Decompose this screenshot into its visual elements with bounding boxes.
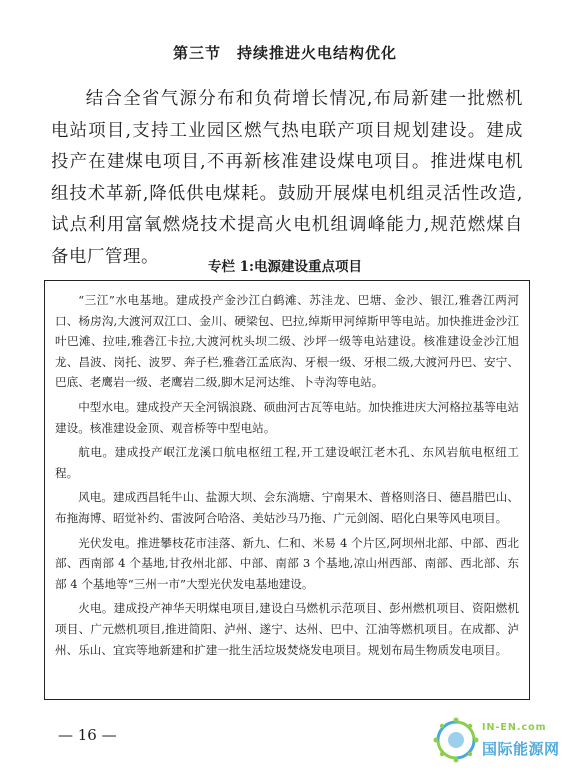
box-item-wind-power: 风电。建成西昌牦牛山、盐源大坝、会东淌塘、宁南果木、普格则洛日、德昌腊巴山、布拖海博、昭觉补约、雷波阿合哈洛、美姑沙马乃拖、广元剑阁、昭化白果等风电项目。 <box>55 490 519 525</box>
watermark <box>430 712 565 768</box>
watermark-site-text: IN-EN.com <box>482 722 547 733</box>
body-paragraph: 结合全省气源分布和负荷增长情况,布局新建一批燃机电站项目,支持工业园区燃气热电联产项目规划建设。建成投产在建煤电项目,不再新核准建设煤电项目。推进煤电机组技术革新,降低供电煤耗。鼓励开展煤电机组灵活性改造,试点利用富氧燃烧技术提高火电机组调峰能力,规范燃煤自备电厂管理。 <box>51 89 523 267</box>
box-item-hydropower-base: “三江”水电基地。建成投产金沙江白鹤滩、苏洼龙、巴塘、金沙、银江,雅砻江两河口、杨房沟,大渡河双江口、金川、硬梁包、巴拉,绰斯甲河绰斯甲等电站。加快推进金沙江叶巴滩、拉哇,雅砻江卡拉,大渡河枕头坝二级、沙坪一级等电站建设。核准建设金沙江旭龙、昌波、岗托、波罗、奔子栏,雅砻江孟底沟、牙根一级、牙根二级,大渡河丹巴、安宁、巴底、老鹰岩一级、老鹰岩二级,脚木足河达维、卜寺沟等电站。 <box>55 293 519 390</box>
box-item-solar-power: 光伏发电。推进攀枝花市洼落、新九、仁和、米易 4 个片区,阿坝州北部、中部、西北部、西南部 4 个基地,甘孜州北部、中部、南部 3 个基地,凉山州西部、南部、西北部、东部 4 个基地等“三州一市”大型光伏发电基地建设。 <box>55 535 519 591</box>
key-projects-box <box>44 280 530 700</box>
box-item-navigation-power: 航电。建成投产岷江龙溪口航电枢纽工程,开工建设岷江老木孔、东风岩航电枢纽工程。 <box>55 445 519 480</box>
section-title: 第三节 持续推进火电结构优化 <box>172 44 397 62</box>
box-title: 专栏 1:电源建设重点项目 <box>207 259 363 275</box>
box-item-medium-hydropower: 中型水电。建成投产天全河锅浪跷、硕曲河古瓦等电站。加快推进庆大河格拉基等电站建设。核准建设金顶、观音桥等中型电站。 <box>55 399 519 435</box>
box-item-thermal-power: 火电。建成投产神华天明煤电项目,建设白马燃机示范项目、彭州燃机项目、资阳燃机项目、广元燃机项目,推进简阳、泸州、遂宁、达州、巴中、江油等燃机项目。在成都、泸州、乐山、宜宾等地新建和扩建一批生活垃圾焚烧发电项目。规划布局生物质发电项目。 <box>55 601 519 657</box>
page-number: — 16 — <box>58 726 117 744</box>
watermark-logo-icon <box>430 714 482 766</box>
watermark-brand-text: 国际能源网 <box>482 740 560 758</box>
